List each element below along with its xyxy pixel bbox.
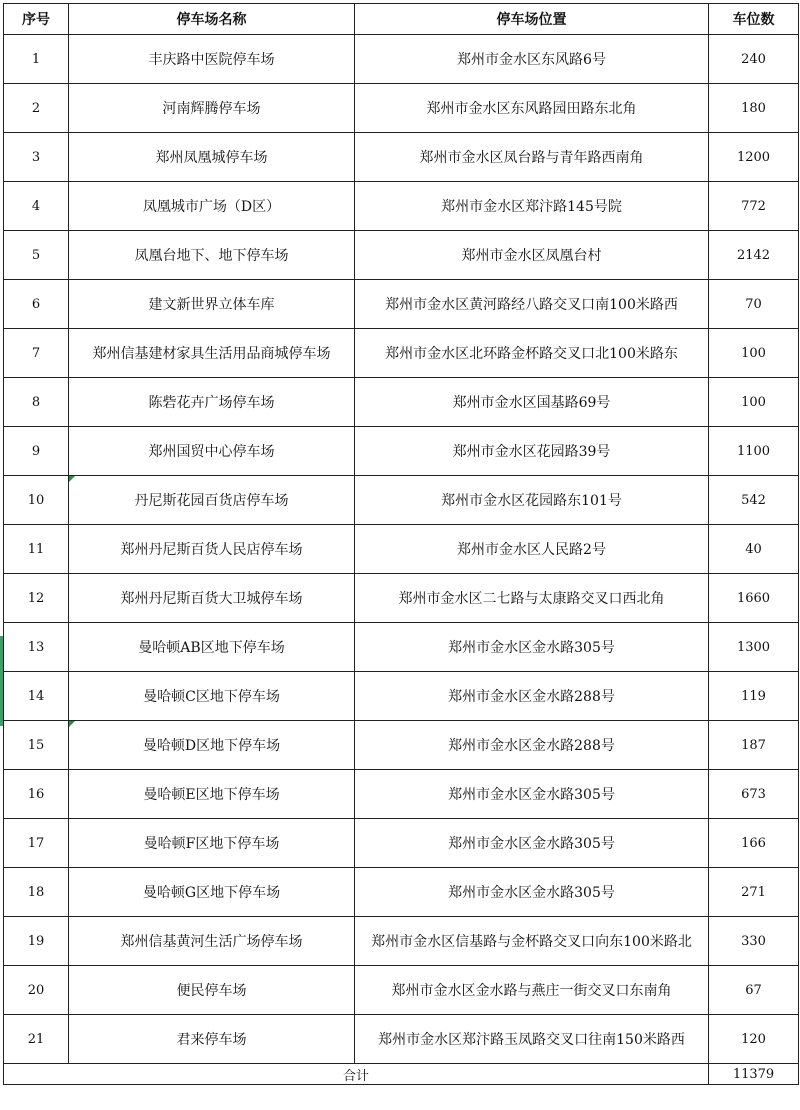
table-row	[4, 182, 799, 231]
parking-location-cell: 郑州市金水区东风路园田路东北角	[355, 84, 709, 133]
parking-location-cell: 郑州市金水区花园路东101号	[355, 476, 709, 525]
parking-name-cell: 丹尼斯花园百货店停车场	[69, 476, 355, 525]
table-row	[4, 574, 799, 623]
parking-name-cell: 凤凰台地下、地下停车场	[69, 231, 355, 280]
parking-spaces-cell: 330	[709, 917, 799, 966]
parking-name-cell: 曼哈顿C区地下停车场	[69, 672, 355, 721]
parking-location-cell: 郑州市金水区金水路288号	[355, 721, 709, 770]
row-index-cell: 17	[4, 819, 69, 868]
parking-location-cell: 郑州市金水区金水路288号	[355, 672, 709, 721]
table-row	[4, 623, 799, 672]
parking-name-cell: 郑州丹尼斯百货大卫城停车场	[69, 574, 355, 623]
parking-name-cell: 曼哈顿E区地下停车场	[69, 770, 355, 819]
parking-location-cell: 郑州市金水区二七路与太康路交叉口西北角	[355, 574, 709, 623]
parking-spaces-cell: 1660	[709, 574, 799, 623]
row-index-cell: 18	[4, 868, 69, 917]
row-index-cell: 8	[4, 378, 69, 427]
parking-spaces-cell: 100	[709, 329, 799, 378]
row-index-cell: 16	[4, 770, 69, 819]
parking-location-cell: 郑州市金水区金水路305号	[355, 770, 709, 819]
table-row	[4, 770, 799, 819]
header-location: 停车场位置	[355, 4, 709, 35]
parking-location-cell: 郑州市金水区东风路6号	[355, 35, 709, 84]
table-row	[4, 329, 799, 378]
row-index-cell: 5	[4, 231, 69, 280]
parking-location-cell: 郑州市金水区花园路39号	[355, 427, 709, 476]
parking-location-cell: 郑州市金水区金水路与燕庄一街交叉口东南角	[355, 966, 709, 1015]
parking-name-cell: 郑州信基建材家具生活用品商城停车场	[69, 329, 355, 378]
parking-name-cell: 丰庆路中医院停车场	[69, 35, 355, 84]
parking-location-cell: 郑州市金水区金水路305号	[355, 868, 709, 917]
parking-location-cell: 郑州市金水区信基路与金杯路交叉口向东100米路北	[355, 917, 709, 966]
row-index-cell: 2	[4, 84, 69, 133]
parking-spaces-cell: 180	[709, 84, 799, 133]
parking-spaces-cell: 120	[709, 1015, 799, 1064]
parking-spaces-cell: 1200	[709, 133, 799, 182]
parking-spaces-cell: 166	[709, 819, 799, 868]
row-index-cell: 20	[4, 966, 69, 1015]
parking-location-cell: 郑州市金水区黄河路经八路交叉口南100米路西	[355, 280, 709, 329]
parking-location-cell: 郑州市金水区金水路305号	[355, 623, 709, 672]
row-index-cell: 12	[4, 574, 69, 623]
parking-name-cell: 曼哈顿G区地下停车场	[69, 868, 355, 917]
row-index-cell: 13	[4, 623, 69, 672]
row-index-cell: 21	[4, 1015, 69, 1064]
parking-name-cell: 陈砦花卉广场停车场	[69, 378, 355, 427]
parking-spaces-cell: 240	[709, 35, 799, 84]
parking-spaces-cell: 70	[709, 280, 799, 329]
total-row	[4, 1064, 799, 1085]
header-name: 停车场名称	[69, 4, 355, 35]
table-row	[4, 378, 799, 427]
row-index-cell: 14	[4, 672, 69, 721]
total-label: 合计	[4, 1064, 709, 1085]
parking-lot-table	[3, 3, 799, 1085]
parking-spaces-cell: 2142	[709, 231, 799, 280]
parking-spaces-cell: 542	[709, 476, 799, 525]
parking-spaces-cell: 1300	[709, 623, 799, 672]
row-index-cell: 11	[4, 525, 69, 574]
parking-name-cell: 便民停车场	[69, 966, 355, 1015]
parking-name-cell: 郑州信基黄河生活广场停车场	[69, 917, 355, 966]
row-index-cell: 4	[4, 182, 69, 231]
parking-spaces-cell: 772	[709, 182, 799, 231]
table-row	[4, 133, 799, 182]
table-row	[4, 231, 799, 280]
row-index-cell: 19	[4, 917, 69, 966]
parking-name-cell: 曼哈顿D区地下停车场	[69, 721, 355, 770]
row-index-cell: 3	[4, 133, 69, 182]
row-index-cell: 15	[4, 721, 69, 770]
table-row	[4, 917, 799, 966]
header-spaces: 车位数	[709, 4, 799, 35]
table-header-row	[4, 4, 799, 35]
row-index-cell: 1	[4, 35, 69, 84]
table-row	[4, 721, 799, 770]
row-index-cell: 10	[4, 476, 69, 525]
row-index-cell: 9	[4, 427, 69, 476]
parking-location-cell: 郑州市金水区人民路2号	[355, 525, 709, 574]
parking-name-cell: 君来停车场	[69, 1015, 355, 1064]
table-row	[4, 84, 799, 133]
table-row	[4, 280, 799, 329]
parking-spaces-cell: 67	[709, 966, 799, 1015]
parking-location-cell: 郑州市金水区郑汴路145号院	[355, 182, 709, 231]
parking-name-cell: 郑州凤凰城停车场	[69, 133, 355, 182]
parking-spaces-cell: 1100	[709, 427, 799, 476]
table-row	[4, 1015, 799, 1064]
parking-name-cell: 建文新世界立体车库	[69, 280, 355, 329]
table-row	[4, 476, 799, 525]
parking-name-cell: 郑州丹尼斯百货人民店停车场	[69, 525, 355, 574]
parking-location-cell: 郑州市金水区郑汴路玉凤路交叉口往南150米路西	[355, 1015, 709, 1064]
table-row	[4, 966, 799, 1015]
parking-name-cell: 郑州国贸中心停车场	[69, 427, 355, 476]
table-row	[4, 868, 799, 917]
row-index-cell: 7	[4, 329, 69, 378]
parking-name-cell: 曼哈顿F区地下停车场	[69, 819, 355, 868]
table-row	[4, 35, 799, 84]
table-row	[4, 525, 799, 574]
parking-spaces-cell: 100	[709, 378, 799, 427]
table-row	[4, 427, 799, 476]
parking-location-cell: 郑州市金水区北环路金杯路交叉口北100米路东	[355, 329, 709, 378]
parking-spaces-cell: 40	[709, 525, 799, 574]
parking-location-cell: 郑州市金水区国基路69号	[355, 378, 709, 427]
parking-name-cell: 河南辉腾停车场	[69, 84, 355, 133]
parking-spaces-cell: 187	[709, 721, 799, 770]
parking-name-cell: 凤凰城市广场（D区）	[69, 182, 355, 231]
parking-name-cell: 曼哈顿AB区地下停车场	[69, 623, 355, 672]
parking-spaces-cell: 271	[709, 868, 799, 917]
total-value: 11379	[709, 1064, 799, 1085]
parking-location-cell: 郑州市金水区凤台路与青年路西南角	[355, 133, 709, 182]
table-row	[4, 819, 799, 868]
parking-spaces-cell: 119	[709, 672, 799, 721]
parking-location-cell: 郑州市金水区金水路305号	[355, 819, 709, 868]
parking-spaces-cell: 673	[709, 770, 799, 819]
header-index: 序号	[4, 4, 69, 35]
table-body	[4, 35, 799, 1064]
table-row	[4, 672, 799, 721]
row-index-cell: 6	[4, 280, 69, 329]
parking-location-cell: 郑州市金水区凤凰台村	[355, 231, 709, 280]
